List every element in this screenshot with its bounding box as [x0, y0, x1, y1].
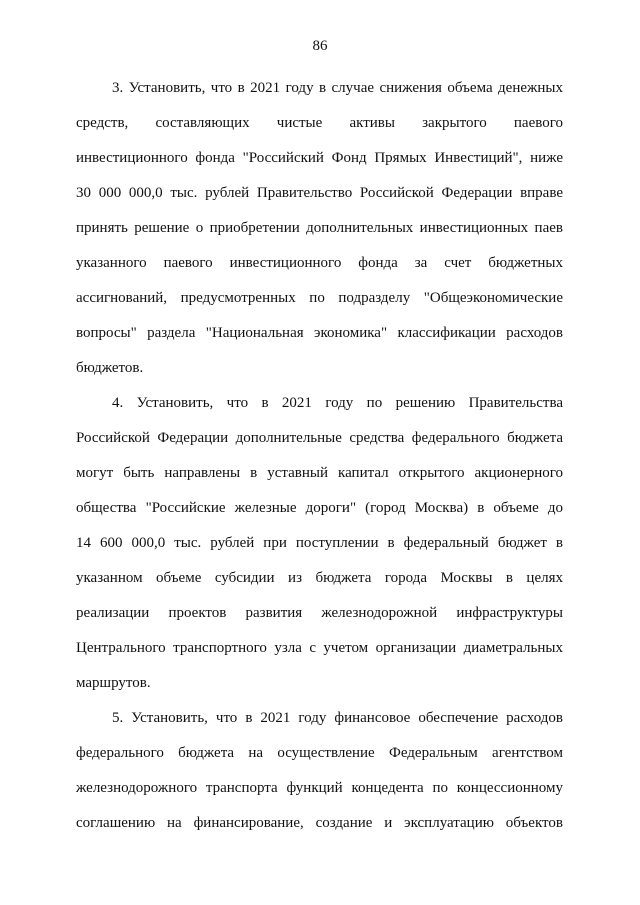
- text-line: принять решение о приобретении дополнительных инвестиционных паев: [76, 220, 563, 236]
- document-body: [76, 76, 563, 846]
- paragraph-5: [76, 706, 563, 846]
- text-line: средств, составляющих чистые активы закрытого паевого: [76, 115, 563, 131]
- text-line: общества "Российские железные дороги" (город Москва) в объеме до: [76, 500, 563, 516]
- text-line: Центрального транспортного узла с учетом организации диаметральных: [76, 640, 563, 656]
- text-line: могут быть направлены в уставный капитал открытого акционерного: [76, 465, 563, 481]
- text-line: соглашению на финансирование, создание и эксплуатацию объектов: [76, 815, 563, 831]
- text-line: указанном объеме субсидии из бюджета города Москвы в целях: [76, 570, 563, 586]
- text-line: 14 600 000,0 тыс. рублей при поступлении в федеральный бюджет в: [76, 535, 563, 551]
- text-line: железнодорожного транспорта функций концедента по концессионному: [76, 780, 563, 796]
- text-line: федерального бюджета на осуществление Федеральным агентством: [76, 745, 563, 761]
- text-line: реализации проектов развития железнодорожной инфраструктуры: [76, 605, 563, 621]
- text-line: маршрутов.: [76, 675, 151, 691]
- text-line: 4. Установить, что в 2021 году по решению Правительства: [112, 395, 563, 411]
- paragraph-4: [76, 391, 563, 706]
- text-line: Российской Федерации дополнительные средства федерального бюджета: [76, 430, 563, 446]
- text-line: ассигнований, предусмотренных по подразделу "Общеэкономические: [76, 290, 563, 306]
- text-line: 3. Установить, что в 2021 году в случае снижения объема денежных: [112, 80, 563, 96]
- text-line: бюджетов.: [76, 360, 144, 376]
- text-line: вопросы" раздела "Национальная экономика" классификации расходов: [76, 325, 563, 341]
- text-line: указанного паевого инвестиционного фонда за счет бюджетных: [76, 255, 563, 271]
- text-line: 30 000 000,0 тыс. рублей Правительство Российской Федерации вправе: [76, 185, 563, 201]
- paragraph-3: [76, 76, 563, 391]
- page-number: 86: [312, 38, 328, 54]
- text-line: 5. Установить, что в 2021 году финансовое обеспечение расходов: [112, 710, 563, 726]
- text-line: инвестиционного фонда "Российский Фонд Прямых Инвестиций", ниже: [76, 150, 563, 166]
